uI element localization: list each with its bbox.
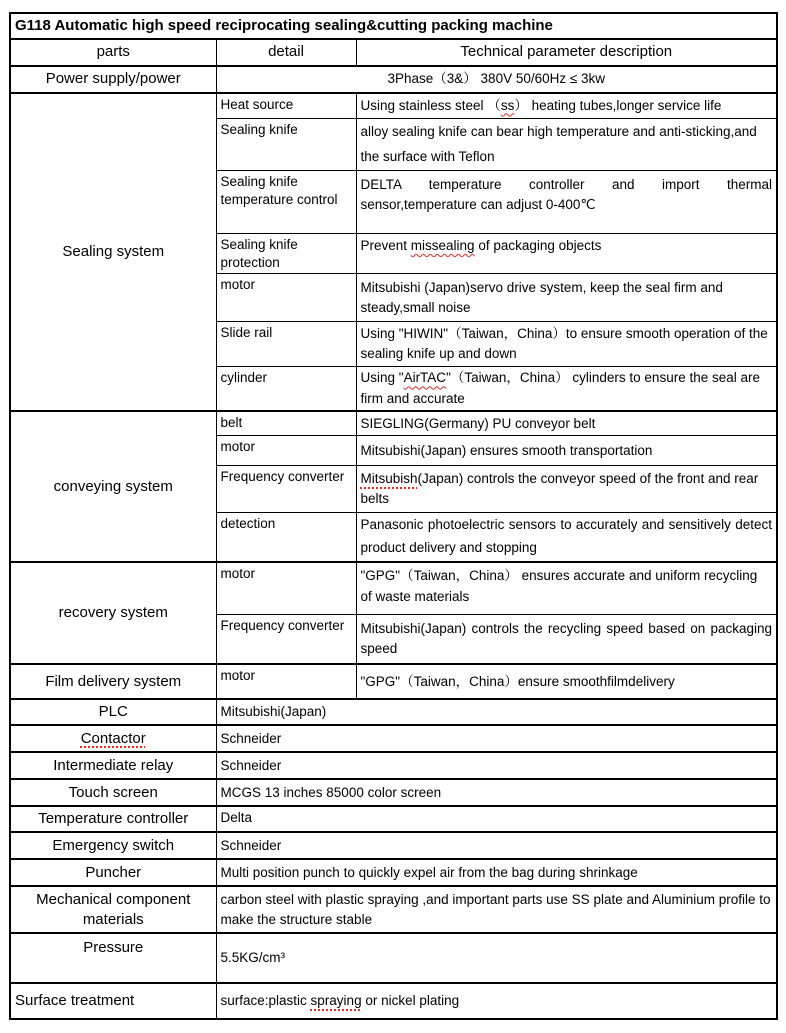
desc-cell-belt: SIEGLING(Germany) PU conveyor belt [356, 411, 777, 436]
table-row [10, 66, 777, 93]
desc-text: surface:plastic [220, 993, 311, 1009]
spellcheck-marked-text: Mitsubish [360, 471, 418, 487]
value-cell-contactor: Schneider [216, 725, 777, 752]
desc-cell-cylinder [356, 367, 777, 411]
table-row [10, 859, 777, 886]
header-row [10, 39, 777, 66]
part-cell-emergency-switch: Emergency switch [10, 832, 216, 859]
desc-cell-recovery-frequency-converter: Mitsubishi(Japan) controls the recycling speed based on packaging speed [356, 614, 777, 664]
desc-cell-sealing-knife-protection [356, 234, 777, 274]
table-row [10, 725, 777, 752]
desc-cell-film-motor: "GPG"（Taiwan，China）ensure smoothfilmdelivery [356, 664, 777, 699]
desc-text: Using " [360, 370, 404, 386]
table-row [10, 562, 777, 614]
column-header-detail: detail [216, 39, 356, 66]
part-cell-puncher: Puncher [10, 859, 216, 886]
table-row [10, 886, 777, 933]
part-cell-contactor [10, 725, 216, 752]
detail-cell-sealing-knife: Sealing knife [216, 119, 356, 171]
desc-text: or nickel plating [361, 993, 460, 1009]
value-cell-touch-screen: MCGS 13 inches 85000 color screen [216, 779, 777, 806]
detail-cell-detection: detection [216, 513, 356, 562]
detail-cell-film-motor: motor [216, 664, 356, 699]
table-row [10, 983, 777, 1019]
value-cell-temperature-controller: Delta [216, 806, 777, 832]
value-cell-puncher: Multi position punch to quickly expel air from the bag during shrinkage [216, 859, 777, 886]
desc-text: ） heating tubes,longer service life [514, 97, 722, 113]
page-title: G118 Automatic high speed reciprocating sealing&cutting packing machine [10, 13, 777, 39]
spellcheck-marked-text: ss [500, 97, 515, 113]
desc-text: of packaging objects [474, 238, 602, 253]
part-cell-sealing-system: Sealing system [10, 93, 216, 411]
part-cell-power-supply: Power supply/power [10, 66, 216, 93]
table-row [10, 806, 777, 832]
detail-cell-recovery-motor: motor [216, 562, 356, 614]
table-row [10, 779, 777, 806]
desc-cell-slide-rail: Using "HIWIN"（Taiwan，China）to ensure smooth operation of the sealing knife up and down [356, 322, 777, 367]
desc-cell-sealing-knife: alloy sealing knife can bear high temperature and anti-sticking,and the surface with Teflon [356, 119, 777, 171]
table-row [10, 411, 777, 436]
spellcheck-marked-text: Contactor [80, 729, 146, 747]
part-cell-touch-screen: Touch screen [10, 779, 216, 806]
desc-text: Using stainless steel （ [360, 97, 501, 113]
detail-cell-sealing-knife-temperature-control: Sealing knife temperature control [216, 171, 356, 234]
part-cell-plc: PLC [10, 699, 216, 725]
value-cell-plc: Mitsubishi(Japan) [216, 699, 777, 725]
desc-cell-conveying-motor: Mitsubishi(Japan) ensures smooth transportation [356, 436, 777, 466]
part-cell-recovery-system: recovery system [10, 562, 216, 664]
table-row [10, 664, 777, 699]
value-cell-surface-treatment [216, 983, 777, 1019]
part-cell-intermediate-relay: Intermediate relay [10, 752, 216, 779]
column-header-parts: parts [10, 39, 216, 66]
detail-cell-sealing-motor: motor [216, 274, 356, 322]
value-cell-pressure: 5.5KG/cm³ [216, 933, 777, 983]
detail-cell-conveying-motor: motor [216, 436, 356, 466]
desc-cell-recovery-motor: "GPG"（Taiwan，China） ensures accurate and uniform recycling of waste materials [356, 562, 777, 614]
value-cell-mechanical-component-materials: carbon steel with plastic spraying ,and important parts use SS plate and Aluminium profile to make the structure stable [216, 886, 777, 933]
desc-text: "（Taiwan，China） cylinders to ensure the seal are firm and accurate [360, 370, 761, 406]
table-row [10, 93, 777, 119]
detail-cell-slide-rail: Slide rail [216, 322, 356, 367]
desc-cell-detection: Panasonic photoelectric sensors to accurately and sensitively detect product delivery and stopping [356, 513, 777, 562]
part-cell-film-delivery-system: Film delivery system [10, 664, 216, 699]
title-row [10, 13, 777, 39]
detail-cell-sealing-knife-protection: Sealing knife protection [216, 234, 356, 274]
table-row [10, 933, 777, 983]
detail-cell-recovery-frequency-converter: Frequency converter [216, 614, 356, 664]
detail-cell-conveying-frequency-converter: Frequency converter [216, 466, 356, 513]
detail-cell-heat-source: Heat source [216, 93, 356, 119]
desc-cell-sealing-motor: Mitsubishi (Japan)servo drive system, keep the seal firm and steady,small noise [356, 274, 777, 322]
part-cell-pressure: Pressure [10, 933, 216, 983]
table-row [10, 752, 777, 779]
table-row [10, 832, 777, 859]
column-header-description: Technical parameter description [356, 39, 777, 66]
table-row [10, 699, 777, 725]
desc-cell-sealing-knife-temperature-control: DELTA temperature controller and import thermal sensor,temperature can adjust 0-400℃ [356, 171, 777, 234]
spec-table [9, 12, 778, 1020]
part-cell-conveying-system: conveying system [10, 411, 216, 562]
value-cell-power-supply: 3Phase（3&） 380V 50/60Hz ≤ 3kw [216, 66, 777, 93]
part-cell-mechanical-component-materials: Mechanical component materials [10, 886, 216, 933]
detail-cell-belt: belt [216, 411, 356, 436]
value-cell-intermediate-relay: Schneider [216, 752, 777, 779]
spellcheck-marked-text: missealing [410, 238, 475, 253]
part-cell-temperature-controller: Temperature controller [10, 806, 216, 832]
desc-text: (Japan) controls the conveyor speed of the front and rear belts [360, 471, 759, 507]
value-cell-emergency-switch: Schneider [216, 832, 777, 859]
detail-cell-cylinder: cylinder [216, 367, 356, 411]
desc-text: Prevent [360, 238, 411, 253]
part-cell-surface-treatment: Surface treatment [10, 983, 216, 1019]
spellcheck-marked-text: AirTAC [403, 370, 447, 386]
desc-cell-conveying-frequency-converter [356, 466, 777, 513]
desc-cell-heat-source [356, 93, 777, 119]
spellcheck-marked-text: spraying [310, 993, 362, 1009]
